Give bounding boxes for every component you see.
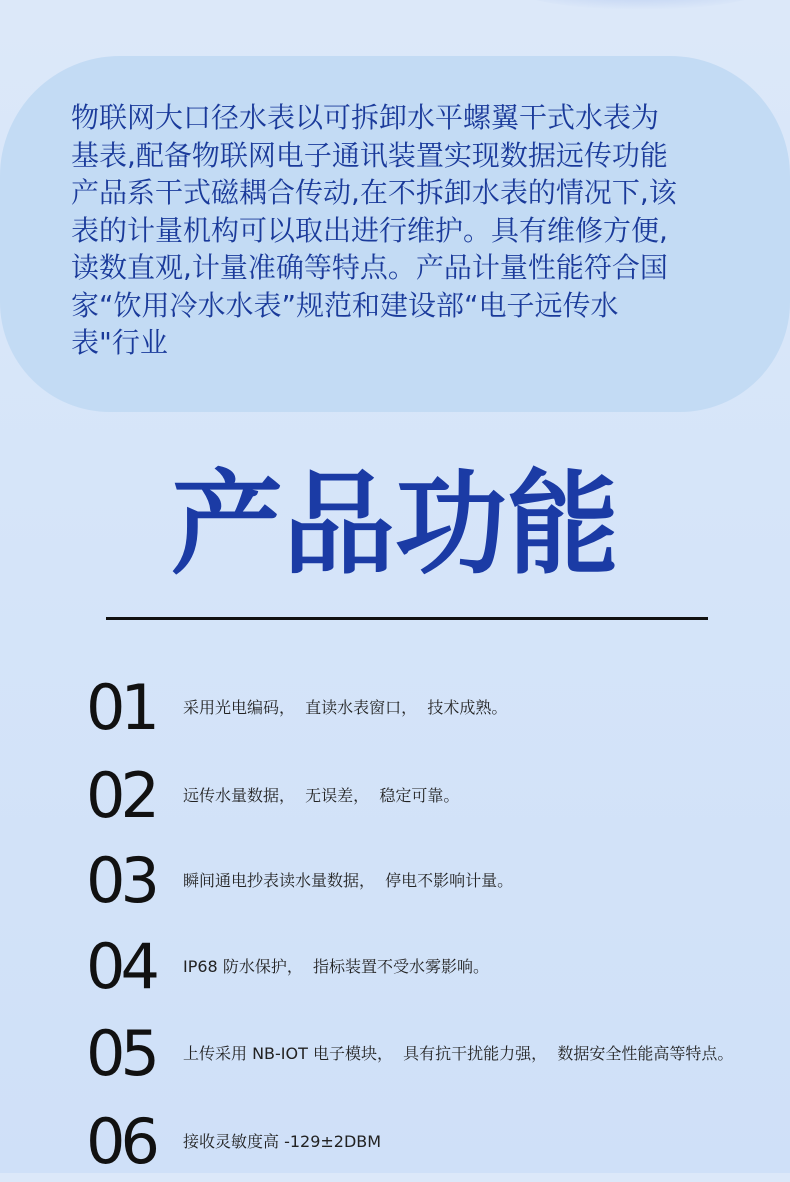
feature-number: 06: [86, 1105, 155, 1178]
intro-line: 表的计量机构可以取出进行维护。具有维修方便,: [71, 213, 668, 247]
feature-text: 接收灵敏度高 -129±2DBM: [183, 1132, 382, 1151]
intro-line: 读数直观,计量准确等特点。产品计量性能符合国: [71, 251, 668, 284]
feature-number: 02: [86, 759, 155, 832]
top-decoration: [500, 0, 780, 10]
feature-item-04: [0, 927, 790, 1007]
intro-line: 物联网大口径水表以可拆卸水平螺翼干式水表为: [71, 101, 660, 134]
feature-text: IP68 防水保护， 指标装置不受水雾影响。: [183, 957, 489, 976]
title-divider: [106, 617, 708, 620]
intro-paragraph: [71, 99, 751, 362]
intro-line: 基表,配备物联网电子通讯装置实现数据远传功能: [71, 138, 668, 172]
intro-line: 产品系干式磁耦合传动,在不拆卸水表的情况下,该: [71, 176, 677, 209]
feature-text: 采用光电编码， 直读水表窗口， 技术成熟。: [183, 698, 508, 717]
feature-item-03: [0, 841, 790, 921]
feature-item-06: [0, 1102, 790, 1182]
feature-text: 瞬间通电抄表读水量数据， 停电不影响计量。: [183, 871, 514, 890]
feature-item-02: [0, 756, 790, 836]
intro-line: 表"行业: [71, 326, 168, 359]
feature-number: 01: [86, 671, 155, 744]
feature-text: 远传水量数据， 无误差， 稳定可靠。: [183, 786, 460, 805]
feature-number: 04: [86, 930, 155, 1003]
feature-number: 03: [86, 844, 155, 917]
feature-item-01: [0, 668, 790, 748]
intro-line: 家“饮用冷水水表”规范和建设部“电子远传水: [71, 288, 619, 322]
feature-item-05: [0, 1014, 790, 1094]
feature-text: 上传采用 NB-IOT 电子模块， 具有抗干扰能力强， 数据安全性能高等特点。: [183, 1044, 734, 1063]
feature-number: 05: [86, 1017, 155, 1090]
section-title: 产品功能: [171, 460, 619, 590]
